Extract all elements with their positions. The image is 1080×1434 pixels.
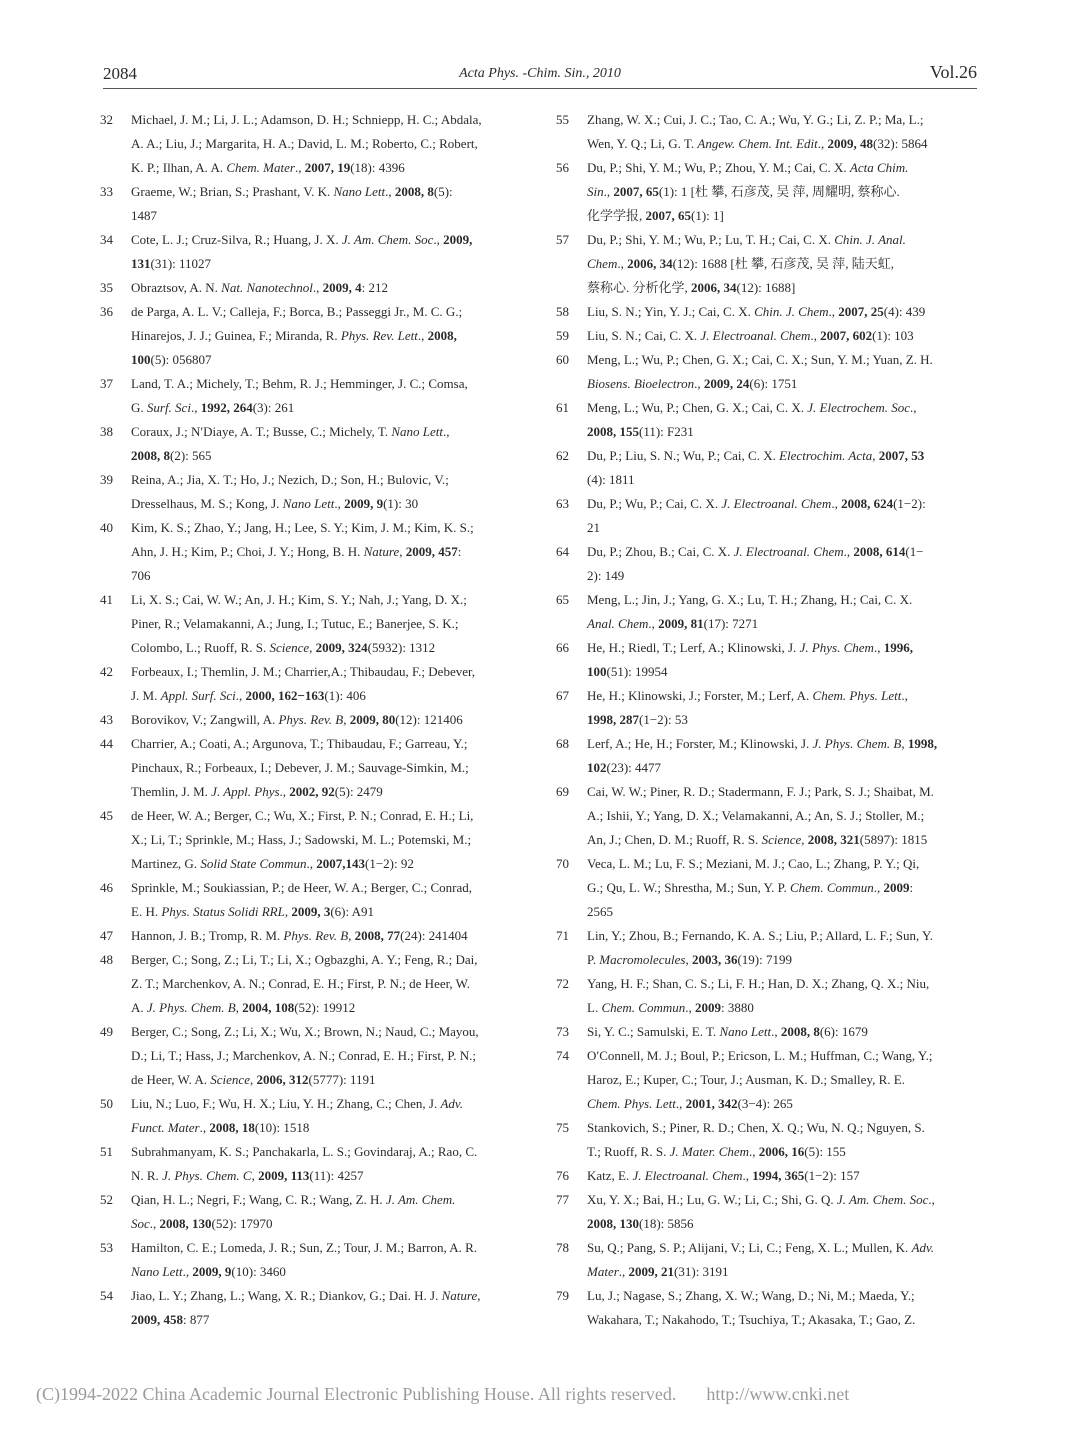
- reference-item: [556, 852, 980, 924]
- references-left-column: [100, 108, 525, 1332]
- reference-text: Kim, K. S.; Zhao, Y.; Jang, H.; Lee, S. Y.; Kim, J. M.; Kim, K. S.; Ahn, J. H.; Kim, P.; Choi, J. Y.; Hong, B. H. Nature, 2009, 457: 706: [131, 520, 474, 583]
- reference-text: Liu, N.; Luo, F.; Wu, H. X.; Liu, Y. H.; Zhang, C.; Chen, J. Adv. Funct. Mater., 2008, 18(10): 1518: [131, 1096, 463, 1135]
- reference-text: Zhang, W. X.; Cui, J. C.; Tao, C. A.; Wu, Y. G.; Li, Z. P.; Ma, L.; Wen, Y. Q.; Li, G. T. Angew. Chem. Int. Edit., 2009, 48(32): 5864: [587, 112, 928, 151]
- reference-number: 78: [556, 1240, 569, 1255]
- reference-text: Meng, L.; Wu, P.; Chen, G. X.; Cai, C. X.; Sun, Y. M.; Yuan, Z. H. Biosens. Bioelectron., 2009, 24(6): 1751: [587, 352, 933, 391]
- reference-item: [100, 1020, 525, 1092]
- reference-item: [556, 108, 980, 156]
- reference-text: Hamilton, C. E.; Lomeda, J. R.; Sun, Z.; Tour, J. M.; Barron, A. R. Nano Lett., 2009, 9(10): 3460: [131, 1240, 478, 1279]
- reference-number: 40: [100, 520, 113, 535]
- reference-item: [556, 1164, 980, 1188]
- reference-number: 35: [100, 280, 113, 295]
- reference-number: 63: [556, 496, 569, 511]
- reference-number: 69: [556, 784, 569, 799]
- reference-item: [100, 420, 525, 468]
- reference-number: 42: [100, 664, 113, 679]
- reference-item: [100, 708, 525, 732]
- reference-text: Jiao, L. Y.; Zhang, L.; Wang, X. R.; Diankov, G.; Dai. H. J. Nature, 2009, 458: 877: [131, 1288, 481, 1327]
- journal-title: Acta Phys. -Chim. Sin., 2010: [459, 66, 621, 81]
- copyright-footer: [36, 1384, 1046, 1405]
- reference-item: [100, 300, 525, 372]
- reference-number: 74: [556, 1048, 569, 1063]
- reference-item: [100, 876, 525, 924]
- reference-text: Katz, E. J. Electroanal. Chem., 1994, 365(1−2): 157: [587, 1168, 860, 1183]
- reference-text: Du, P.; Liu, S. N.; Wu, P.; Cai, C. X. Electrochim. Acta, 2007, 53 (4): 1811: [587, 448, 925, 487]
- reference-number: 34: [100, 232, 113, 247]
- reference-item: [100, 804, 525, 876]
- reference-number: 37: [100, 376, 113, 391]
- reference-number: 53: [100, 1240, 113, 1255]
- reference-item: [556, 1284, 980, 1332]
- reference-number: 44: [100, 736, 113, 751]
- reference-item: [100, 732, 525, 804]
- reference-text: Cote, L. J.; Cruz-Silva, R.; Huang, J. X. J. Am. Chem. Soc., 2009, 131(31): 11027: [131, 232, 473, 271]
- reference-text: Charrier, A.; Coati, A.; Argunova, T.; Thibaudau, F.; Garreau, Y.; Pinchaux, R.; Forbeaux, I.; Debever, J. M.; Sauvage-Simkin, M.; Themlin, J. M. J. Appl. Phys., 2002, 92(5): 2479: [131, 736, 469, 799]
- reference-number: 39: [100, 472, 113, 487]
- reference-text: Lu, J.; Nagase, S.; Zhang, X. W.; Wang, D.; Ni, M.; Maeda, Y.; Wakahara, T.; Nakahodo, T.; Tsuchiya, T.; Akasaka, T.; Gao, Z.: [587, 1288, 916, 1327]
- reference-number: 56: [556, 160, 569, 175]
- reference-text: Hannon, J. B.; Tromp, R. M. Phys. Rev. B, 2008, 77(24): 241404: [131, 928, 468, 943]
- reference-text: Li, X. S.; Cai, W. W.; An, J. H.; Kim, S. Y.; Nah, J.; Yang, D. X.; Piner, R.; Velamakanni, A.; Jung, I.; Tutuc, E.; Banerjee, S. K.; Colombo, L.; Ruoff, R. S. Science, 2009, 324(5932): 1312: [131, 592, 467, 655]
- reference-text: Du, P.; Shi, Y. M.; Wu, P.; Lu, T. H.; Cai, C. X. Chin. J. Anal. Chem., 2006, 34(12): 1688 [杜 攀, 石彦茂, 吴 萍, 陆天虹, 蔡称心. 分析化学, 2006, 34(12): 1688]: [587, 232, 906, 295]
- reference-text: Lerf, A.; He, H.; Forster, M.; Klinowski, J. J. Phys. Chem. B, 1998, 102(23): 4477: [587, 736, 938, 775]
- reference-number: 54: [100, 1288, 113, 1303]
- reference-item: [556, 588, 980, 636]
- reference-text: Du, P.; Zhou, B.; Cai, C. X. J. Electroanal. Chem., 2008, 614(1− 2): 149: [587, 544, 924, 583]
- reference-number: 38: [100, 424, 113, 439]
- reference-text: Su, Q.; Pang, S. P.; Alijani, V.; Li, C.; Feng, X. L.; Mullen, K. Adv. Mater., 2009, 21(31): 3191: [587, 1240, 935, 1279]
- reference-text: Cai, W. W.; Piner, R. D.; Stadermann, F. J.; Park, S. J.; Shaibat, M. A.; Ishii, Y.; Yang, D. X.; Velamakanni, A.; An, S. J.; Stoller, M.; An, J.; Chen, D. M.; Ruoff, R. S. Science, 2008, 321(5897): 1815: [587, 784, 934, 847]
- reference-item: [556, 1236, 980, 1284]
- reference-text: Liu, S. N.; Cai, C. X. J. Electroanal. Chem., 2007, 602(1): 103: [587, 328, 914, 343]
- reference-item: [100, 948, 525, 1020]
- reference-number: 67: [556, 688, 569, 703]
- reference-item: [556, 1020, 980, 1044]
- reference-number: 73: [556, 1024, 569, 1039]
- reference-item: [100, 180, 525, 228]
- reference-item: [556, 1116, 980, 1164]
- reference-text: Borovikov, V.; Zangwill, A. Phys. Rev. B, 2009, 80(12): 121406: [131, 712, 463, 727]
- reference-text: de Parga, A. L. V.; Calleja, F.; Borca, B.; Passeggi Jr., M. C. G.; Hinarejos, J. J.; Guinea, F.; Miranda, R. Phys. Rev. Lett., 2008, 100(5): 056807: [131, 304, 463, 367]
- reference-number: 43: [100, 712, 113, 727]
- reference-text: O′Connell, M. J.; Boul, P.; Ericson, L. M.; Huffman, C.; Wang, Y.; Haroz, E.; Kuper, C.; Tour, J.; Ausman, K. D.; Smalley, R. E. Chem. Phys. Lett., 2001, 342(3−4): 265: [587, 1048, 933, 1111]
- reference-number: 68: [556, 736, 569, 751]
- reference-number: 64: [556, 544, 569, 559]
- reference-text: Berger, C.; Song, Z.; Li, T.; Li, X.; Ogbazghi, A. Y.; Feng, R.; Dai, Z. T.; Marchenkov, A. N.; Conrad, E. H.; First, P. N.; de Heer, W. A. J. Phys. Chem. B, 2004, 108(52): 19912: [131, 952, 478, 1015]
- reference-number: 48: [100, 952, 113, 967]
- reference-item: [100, 468, 525, 516]
- reference-text: de Heer, W. A.; Berger, C.; Wu, X.; First, P. N.; Conrad, E. H.; Li, X.; Li, T.; Sprinkle, M.; Hass, J.; Sadowski, M. L.; Potemski, M.; Martinez, G. Solid State Commun., 2007,143(1−2): 92: [131, 808, 474, 871]
- reference-text: Meng, L.; Jin, J.; Yang, G. X.; Lu, T. H.; Zhang, H.; Cai, C. X. Anal. Chem., 2009, 81(17): 7271: [587, 592, 913, 631]
- reference-text: Meng, L.; Wu, P.; Chen, G. X.; Cai, C. X. J. Electrochem. Soc., 2008, 155(11): F231: [587, 400, 917, 439]
- reference-item: [556, 444, 980, 492]
- reference-text: Liu, S. N.; Yin, Y. J.; Cai, C. X. Chin. J. Chem., 2007, 25(4): 439: [587, 304, 926, 319]
- reference-number: 52: [100, 1192, 113, 1207]
- volume-label: Vol.26: [929, 62, 977, 82]
- reference-item: [100, 228, 525, 276]
- reference-number: 60: [556, 352, 569, 367]
- reference-number: 36: [100, 304, 113, 319]
- reference-number: 79: [556, 1288, 569, 1303]
- reference-item: [556, 732, 980, 780]
- reference-item: [556, 348, 980, 396]
- reference-item: [100, 108, 525, 180]
- reference-text: Stankovich, S.; Piner, R. D.; Chen, X. Q.; Wu, N. Q.; Nguyen, S. T.; Ruoff, R. S. J. Mater. Chem., 2006, 16(5): 155: [587, 1120, 925, 1159]
- reference-text: Du, P.; Shi, Y. M.; Wu, P.; Zhou, Y. M.; Cai, C. X. Acta Chim. Sin., 2007, 65(1): 1 [杜 攀, 石彦茂, 吴 萍, 周耀明, 蔡称心. 化学学报, 2007, 65(1): 1]: [587, 160, 909, 223]
- reference-item: [100, 372, 525, 420]
- reference-text: Lin, Y.; Zhou, B.; Fernando, K. A. S.; Liu, P.; Allard, L. F.; Sun, Y. P. Macromolecules, 2003, 36(19): 7199: [587, 928, 934, 967]
- reference-item: [556, 780, 980, 852]
- reference-item: [100, 1284, 525, 1332]
- reference-item: [556, 972, 980, 1020]
- reference-number: 57: [556, 232, 569, 247]
- reference-number: 51: [100, 1144, 113, 1159]
- reference-text: Graeme, W.; Brian, S.; Prashant, V. K. Nano Lett., 2008, 8(5): 1487: [131, 184, 453, 223]
- reference-item: [100, 1140, 525, 1188]
- reference-number: 77: [556, 1192, 569, 1207]
- reference-number: 45: [100, 808, 113, 823]
- reference-item: [556, 1188, 980, 1236]
- reference-number: 41: [100, 592, 113, 607]
- reference-text: He, H.; Klinowski, J.; Forster, M.; Lerf, A. Chem. Phys. Lett., 1998, 287(1−2): 53: [587, 688, 908, 727]
- reference-text: Qian, H. L.; Negri, F.; Wang, C. R.; Wang, Z. H. J. Am. Chem. Soc., 2008, 130(52): 17970: [131, 1192, 456, 1231]
- reference-number: 46: [100, 880, 113, 895]
- reference-text: Sprinkle, M.; Soukiassian, P.; de Heer, W. A.; Berger, C.; Conrad, E. H. Phys. Status Solidi RRL, 2009, 3(6): A91: [131, 880, 473, 919]
- reference-number: 70: [556, 856, 569, 871]
- reference-text: Du, P.; Wu, P.; Cai, C. X. J. Electroanal. Chem., 2008, 624(1−2): 21: [587, 496, 926, 535]
- reference-text: Coraux, J.; N′Diaye, A. T.; Busse, C.; Michely, T. Nano Lett., 2008, 8(2): 565: [131, 424, 450, 463]
- reference-number: 75: [556, 1120, 569, 1135]
- page-header: [103, 62, 977, 89]
- reference-item: [556, 492, 980, 540]
- reference-text: Veca, L. M.; Lu, F. S.; Meziani, M. J.; Cao, L.; Zhang, P. Y.; Qi, G.; Qu, L. W.; Shrestha, M.; Sun, Y. P. Chem. Commun., 2009: 2565: [587, 856, 920, 919]
- references-right-column: [556, 108, 980, 1332]
- reference-text: Xu, Y. X.; Bai, H.; Lu, G. W.; Li, C.; Shi, G. Q. J. Am. Chem. Soc., 2008, 130(18): 5856: [587, 1192, 935, 1231]
- reference-number: 55: [556, 112, 569, 127]
- reference-text: Land, T. A.; Michely, T.; Behm, R. J.; Hemminger, J. C.; Comsa, G. Surf. Sci., 1992, 264(3): 261: [131, 376, 468, 415]
- reference-item: [556, 324, 980, 348]
- reference-text: Berger, C.; Song, Z.; Li, X.; Wu, X.; Brown, N.; Naud, C.; Mayou, D.; Li, T.; Hass, J.; Marchenkov, A. N.; Conrad, E. H.; First, P. N.; de Heer, W. A. Science, 2006, 312(5777): 1191: [131, 1024, 479, 1087]
- footer-url: http://www.cnki.net: [706, 1384, 850, 1404]
- reference-number: 50: [100, 1096, 113, 1111]
- reference-text: Subrahmanyam, K. S.; Panchakarla, L. S.; Govindaraj, A.; Rao, C. N. R. J. Phys. Chem. C, 2009, 113(11): 4257: [131, 1144, 478, 1183]
- reference-item: [556, 540, 980, 588]
- reference-text: Yang, H. F.; Shan, C. S.; Li, F. H.; Han, D. X.; Zhang, Q. X.; Niu, L. Chem. Commun., 2009: 3880: [587, 976, 930, 1015]
- reference-text: Reina, A.; Jia, X. T.; Ho, J.; Nezich, D.; Son, H.; Bulovic, V.; Dresselhaus, M. S.; Kong, J. Nano Lett., 2009, 9(1): 30: [131, 472, 449, 511]
- reference-text: Obraztsov, A. N. Nat. Nanotechnol., 2009, 4: 212: [131, 280, 388, 295]
- reference-number: 49: [100, 1024, 113, 1039]
- reference-item: [100, 660, 525, 708]
- reference-item: [556, 636, 980, 684]
- reference-number: 66: [556, 640, 569, 655]
- reference-item: [100, 924, 525, 948]
- reference-item: [100, 588, 525, 660]
- reference-item: [556, 228, 980, 300]
- reference-item: [556, 924, 980, 972]
- reference-number: 72: [556, 976, 569, 991]
- copyright-text: (C)1994-2022 China Academic Journal Electronic Publishing House. All rights reserved.: [36, 1384, 677, 1404]
- reference-item: [556, 396, 980, 444]
- reference-item: [556, 156, 980, 228]
- reference-item: [556, 300, 980, 324]
- reference-number: 71: [556, 928, 569, 943]
- reference-item: [100, 516, 525, 588]
- reference-number: 76: [556, 1168, 569, 1183]
- reference-item: [556, 1044, 980, 1116]
- reference-number: 58: [556, 304, 569, 319]
- reference-number: 32: [100, 112, 113, 127]
- reference-number: 59: [556, 328, 569, 343]
- reference-item: [100, 1188, 525, 1236]
- reference-text: Michael, J. M.; Li, J. L.; Adamson, D. H.; Schniepp, H. C.; Abdala, A. A.; Liu, J.; Margarita, H. A.; David, L. M.; Roberto, C.; Robert, K. P.; Ilhan, A. A. Chem. Mater., 2007, 19(18): 4396: [131, 112, 482, 175]
- reference-number: 47: [100, 928, 113, 943]
- reference-number: 62: [556, 448, 569, 463]
- reference-text: Forbeaux, I.; Themlin, J. M.; Charrier,A.; Thibaudau, F.; Debever, J. M. Appl. Surf. Sci., 2000, 162−163(1): 406: [131, 664, 476, 703]
- reference-item: [100, 1092, 525, 1140]
- reference-number: 65: [556, 592, 569, 607]
- reference-item: [100, 276, 525, 300]
- reference-item: [556, 684, 980, 732]
- page-number: 2084: [103, 64, 137, 83]
- reference-text: He, H.; Riedl, T.; Lerf, A.; Klinowski, J. J. Phys. Chem., 1996, 100(51): 19954: [587, 640, 913, 679]
- reference-item: [100, 1236, 525, 1284]
- reference-text: Si, Y. C.; Samulski, E. T. Nano Lett., 2008, 8(6): 1679: [587, 1024, 868, 1039]
- reference-number: 61: [556, 400, 569, 415]
- reference-number: 33: [100, 184, 113, 199]
